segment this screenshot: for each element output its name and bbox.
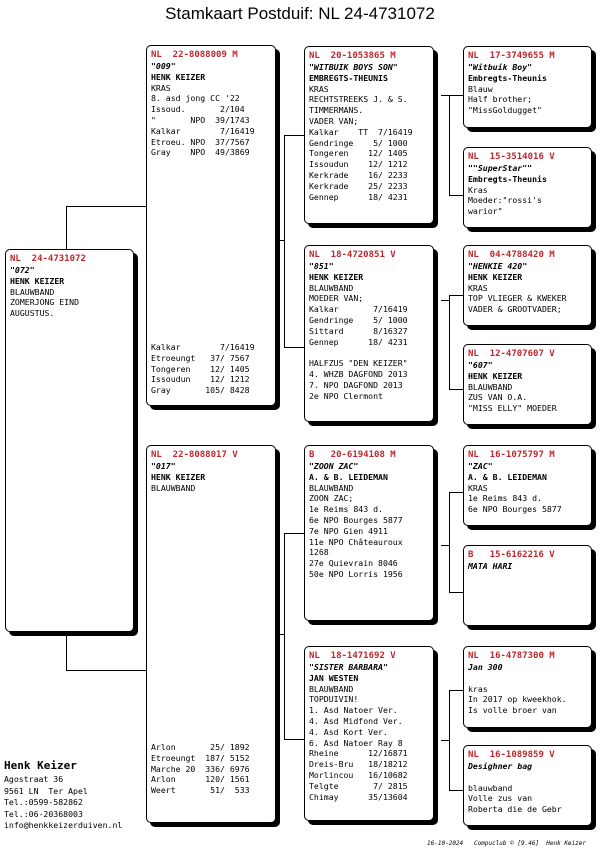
pigeon-name: "Witbuik Boy" [468, 62, 533, 72]
sire-sire-card[interactable] [304, 46, 434, 224]
owner-name: Henk Keizer [4, 759, 77, 772]
info-line: 6e NPO Bourges 5877 [309, 514, 403, 525]
pigeon-name: "WITBUIK BOYS SON" [309, 62, 398, 72]
info-line: 1268 [309, 547, 329, 558]
info-line: Roberta die de Gebr [468, 804, 562, 815]
info-line: 4. WHZB DAGFOND 2013 [309, 368, 408, 379]
sire-card[interactable] [146, 45, 276, 406]
owner-address: Agostraat 36 [4, 774, 64, 784]
connector [449, 195, 463, 196]
info-line: 4. Asd Kort Ver. [309, 726, 388, 737]
connector [276, 634, 284, 635]
info-line: In 2017 op kweekhok. [468, 694, 567, 705]
info-line: BLAUWBAND [309, 482, 354, 493]
connector [284, 533, 304, 534]
connector [449, 690, 450, 790]
info-line: Gennep 18/ 4231 [309, 336, 408, 347]
dam-sire-dam-card[interactable] [463, 545, 592, 626]
info-line: KRAS [151, 82, 171, 93]
info-line: Kalkar 7/16419 [151, 125, 255, 136]
info-line: 1e Reims 843 d. [309, 504, 383, 515]
info-line: Kras [468, 184, 488, 195]
connector [441, 300, 449, 301]
info-line: Blauw [468, 83, 493, 94]
pigeon-name: "ZAC" [468, 461, 493, 471]
info-line: Rheine 12/16871 [309, 748, 408, 759]
info-line: KRAS [468, 482, 488, 493]
info-line: warior" [468, 206, 503, 217]
info-line: 6. Asd Natoer Ray 8 [309, 737, 403, 748]
info-line: MOEDER VAN; [309, 293, 364, 304]
info-line: Kalkar TT 7/16419 [309, 126, 413, 137]
pigeon-name: "009" [151, 61, 176, 71]
info-line: Kerkrade 25/ 2233 [309, 180, 408, 191]
result-line: Tongeren 12/ 1405 [151, 363, 250, 374]
connector [284, 135, 285, 347]
breeder: Embregts-Theunis [468, 72, 547, 83]
connector [441, 545, 449, 546]
dam-dam-dam-card[interactable] [463, 745, 592, 826]
breeder: HENK KEIZER [10, 275, 65, 286]
breeder: JAN WESTEN [309, 672, 359, 683]
info-line: "MISS ELLY" MOEDER [468, 403, 557, 414]
ring-number: NL 04-4788420 M [468, 250, 555, 260]
dam-sire-sire-card[interactable] [463, 445, 592, 526]
footer-credit: 16-10-2024 Compuclub © [9.46] Henk Keizer [427, 840, 586, 847]
info-line: 2e NPO Clermont [309, 390, 383, 401]
ring-number: B 15-6162216 V [468, 550, 555, 560]
connector [66, 670, 146, 671]
info-line: Telgte 7/ 2815 [309, 780, 408, 791]
sire-sire-dam-card[interactable] [463, 147, 592, 228]
pigeon-name: "017" [151, 461, 176, 471]
info-line: Gennep 18/ 4231 [309, 191, 408, 202]
pigeon-name: "607" [468, 360, 493, 370]
owner-postcode: 9561 LN Ter Apel [4, 785, 88, 796]
ring-number: NL 24-4731072 [10, 254, 86, 264]
info-line: Gendringe 5/ 1000 [309, 137, 408, 148]
info-line: Volle zus van [468, 793, 533, 804]
result-line: Arlon 25/ 1892 [151, 742, 250, 752]
info-line: ZOMERJONG EIND [10, 297, 80, 308]
breeder: HENK KEIZER [468, 271, 523, 282]
info-line: VADER & GROOTVADER; [468, 304, 562, 315]
info-line: ZUS VAN O.A. [468, 392, 528, 403]
dam-dam-sire-card[interactable] [463, 646, 592, 728]
dam-sire-card[interactable] [304, 445, 434, 621]
pigeon-name: "HENKIE 420" [468, 261, 528, 271]
connector [449, 790, 463, 791]
sire-sire-sire-card[interactable] [463, 46, 592, 128]
ring-number: NL 12-4707607 V [468, 349, 555, 359]
info-line: Gray NPO 49/3869 [151, 147, 250, 158]
connector [284, 739, 304, 740]
result-line: Etroeungt 187/ 5152 [151, 752, 250, 763]
pigeon-name: Jan 300 [468, 662, 503, 672]
info-line: RECHTSTREEKS J. & S. [309, 94, 408, 105]
info-line [309, 347, 429, 358]
info-line: Dreis-Bru 18/18212 [309, 759, 408, 770]
ring-number: NL 15-3514016 V [468, 152, 555, 162]
breeder: HENK KEIZER [151, 471, 206, 482]
info-line: TIMMERMANS. [309, 105, 364, 116]
sire-dam-dam-card[interactable] [463, 344, 592, 425]
ring-number: NL 18-1471692 V [309, 651, 396, 661]
ring-number: NL 17-3749655 M [468, 51, 555, 61]
page-title: Stamkaart Postduif: NL 24-4731072 [165, 4, 435, 23]
ring-number: NL 16-4787300 M [468, 651, 555, 661]
sire-dam-sire-card[interactable] [463, 245, 592, 326]
connector [449, 295, 463, 296]
info-line: Is volle broer van [468, 705, 557, 716]
connector [284, 135, 304, 136]
ring-number: NL 16-1075797 M [468, 450, 555, 460]
result-line: Issoudun 12/ 1212 [151, 374, 250, 385]
pigeon-name: "851" [309, 261, 334, 271]
connector [449, 492, 463, 493]
pigeon-name: ""SuperStar"" [468, 163, 533, 173]
info-line: Kalkar 7/16419 [309, 304, 408, 315]
result-line: Weert 51/ 533 [151, 785, 250, 796]
info-line: Tongeren 12/ 1405 [309, 148, 408, 159]
breeder: HENK KEIZER [309, 271, 364, 282]
info-line: BLAUWBAND [151, 482, 196, 493]
info-line: " NPO 39/1743 [151, 114, 250, 125]
info-line: BLAUWBAND [468, 381, 513, 392]
info-line [468, 673, 587, 684]
connector [66, 206, 67, 250]
info-line: Morlincou 16/10682 [309, 769, 408, 780]
result-line: Gray 105/ 8428 [151, 385, 250, 396]
info-line: BLAUWBAND [10, 286, 55, 297]
info-line: KRAS [309, 83, 329, 94]
connector [449, 295, 450, 389]
info-line: Half brother; [468, 94, 533, 105]
info-line: "MissGoldugget" [468, 105, 542, 116]
info-line: AUGUSTUS. [10, 308, 55, 319]
ring-number: NL 22-8088009 M [151, 50, 238, 60]
info-line: BLAUWBAND [309, 683, 354, 694]
connector [66, 206, 146, 207]
subject-pigeon-card[interactable] [5, 249, 134, 632]
info-line: Sittard 8/16327 [309, 325, 408, 336]
ring-number: NL 18-4720851 V [309, 250, 396, 260]
ring-number: NL 16-1089859 V [468, 750, 555, 760]
connector [449, 592, 463, 593]
breeder: A. & B. LEIDEMAN [468, 471, 547, 482]
dam-dam-card[interactable] [304, 646, 434, 821]
info-line: 6e NPO Bourges 5877 [468, 504, 562, 515]
info-line: Issoud. 2/104 [151, 104, 245, 115]
ring-number: NL 20-1053865 M [309, 51, 396, 61]
connector [449, 492, 450, 592]
info-line: Etroeu. NPO 37/7567 [151, 136, 250, 147]
ring-number: NL 22-8088017 V [151, 450, 238, 460]
connector [449, 95, 450, 195]
connector [66, 634, 67, 670]
info-line: Chimay 35/13604 [309, 791, 408, 802]
connector [284, 347, 304, 348]
results-block [151, 742, 271, 796]
info-line: Moeder:"rossi's [468, 195, 542, 206]
info-line: kras [468, 683, 488, 694]
pigeon-name: Desighner bag [468, 761, 533, 771]
result-line: Kalkar 7/16419 [151, 342, 255, 352]
info-line: blauwband [468, 782, 513, 793]
breeder: HENK KEIZER [468, 370, 523, 381]
result-line: Marche 20 336/ 6976 [151, 763, 250, 774]
connector [441, 95, 449, 96]
info-line: 27e Quievrain 8046 [309, 558, 398, 569]
results-block [151, 342, 271, 396]
owner-phone: Tel.:0599-582862 [4, 797, 83, 808]
connector [449, 389, 463, 390]
info-line: 7e NPO Gien 4911 [309, 525, 388, 536]
info-line: Gendringe 5/ 1000 [309, 314, 408, 325]
info-line: BLAUWBAND [309, 282, 354, 293]
info-line: 4. Asd Midfond Ver. [309, 715, 403, 726]
info-line: VADER VAN; [309, 115, 359, 126]
pigeon-name: "ZOON ZAC" [309, 461, 359, 471]
info-line [468, 772, 587, 783]
pigeon-name: "SISTER BARBARA" [309, 662, 388, 672]
info-line: 1. Asd Natoer Ver. [309, 705, 398, 716]
breeder: HENK KEIZER [151, 71, 206, 82]
info-line: Kerkrade 16/ 2233 [309, 169, 408, 180]
connector [284, 533, 285, 739]
breeder: A. & B. LEIDEMAN [309, 471, 388, 482]
connector [441, 740, 449, 741]
breeder: Embregts-Theunis [468, 173, 547, 184]
breeder: EMBREGTS-THEUNIS [309, 72, 388, 83]
info-line: 11e NPO Châteauroux [309, 536, 403, 547]
info-line: 7. NPO DAGFOND 2013 [309, 379, 403, 390]
info-line: TOPDUIVIN! [309, 694, 359, 705]
info-line: 8. asd jong CC '22 [151, 93, 240, 104]
sire-dam-card[interactable] [304, 245, 434, 422]
info-line: HALFZUS "DEN KEIZER" [309, 358, 408, 369]
info-line: KRAS [468, 282, 488, 293]
info-line: Issoudun 12/ 1212 [309, 159, 408, 170]
ring-number: B 20-6194108 M [309, 450, 396, 460]
owner-email[interactable]: info@henkkeizerduiven.nl [4, 820, 123, 831]
result-line: Arlon 120/ 1561 [151, 774, 250, 785]
dam-card[interactable] [146, 445, 276, 823]
info-line: ZOON ZAC; [309, 493, 354, 504]
owner-mobile: Tel.:06-20368003 [4, 808, 83, 819]
info-line: TOP VLIEGER & KWEKER [468, 293, 567, 304]
info-line: 50e NPO Lorris 1956 [309, 568, 403, 579]
owner-info [4, 758, 122, 832]
pigeon-name: "072" [10, 265, 35, 275]
result-line: Etroeungt 37/ 7567 [151, 352, 250, 363]
info-line: 1e Reims 843 d. [468, 493, 542, 504]
connector [449, 95, 463, 96]
connector [276, 240, 284, 241]
pigeon-name: MATA HARI [468, 561, 513, 571]
connector [449, 690, 463, 691]
